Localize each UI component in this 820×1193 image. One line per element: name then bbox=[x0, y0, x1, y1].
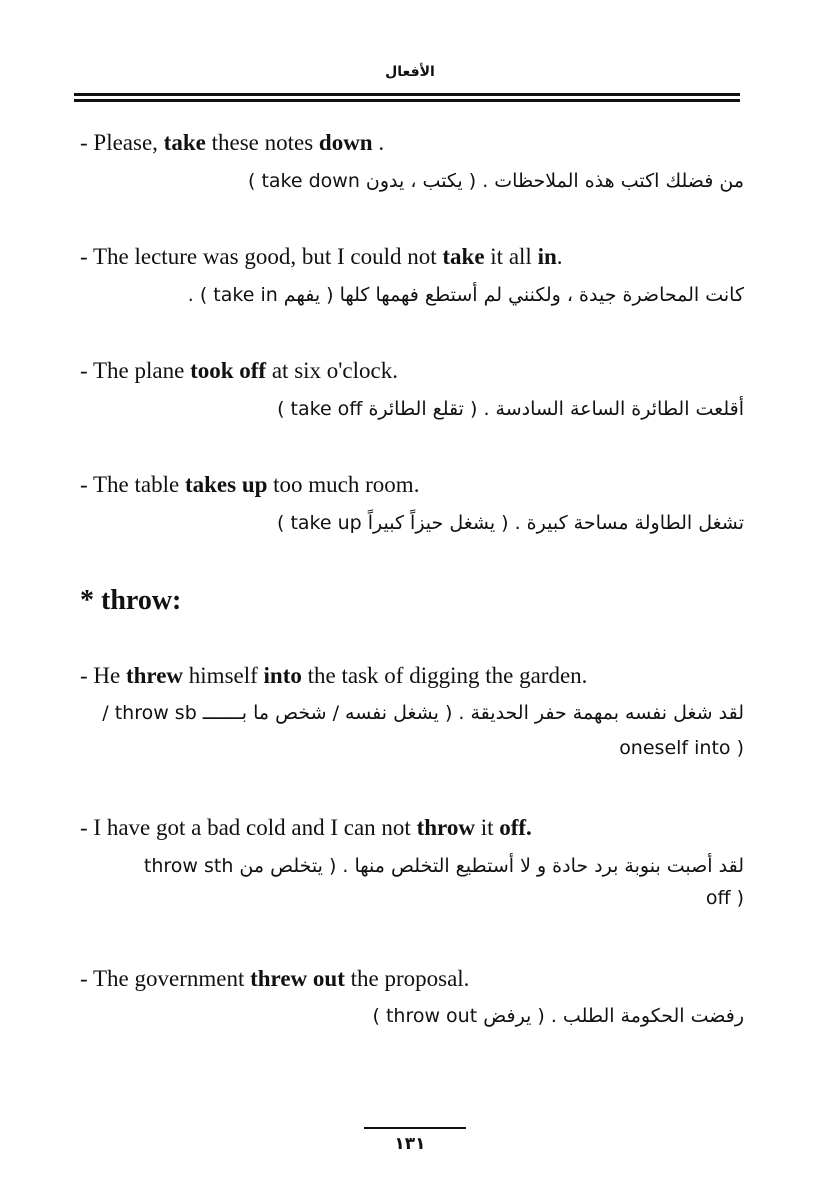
example-sentence: - Please, take these notes down . bbox=[80, 130, 385, 155]
example-sentence: - The lecture was good, but I could not take it all in. bbox=[80, 244, 563, 269]
example-sentence: - The plane took off at six o'clock. bbox=[80, 358, 398, 383]
arabic-translation: من فضلك اكتب هذه الملاحظات . ( يكتب ، يدون take down ) bbox=[248, 170, 744, 192]
header-rule-bottom bbox=[74, 99, 740, 102]
arabic-translation: كانت المحاضرة جيدة ، ولكنني لم أستطع فهمها كلها ( يفهم take in ) . bbox=[187, 284, 744, 306]
section-heading: * throw: bbox=[80, 585, 182, 616]
example-sentence: - I have got a bad cold and I can not throw it off. bbox=[80, 815, 532, 840]
page-number: ١٣١ bbox=[394, 1134, 426, 1154]
arabic-translation: أقلعت الطائرة الساعة السادسة . ( تقلع الطائرة take off ) bbox=[277, 398, 744, 420]
header-rule-top bbox=[74, 93, 740, 96]
running-header: الأفعال bbox=[385, 64, 435, 80]
arabic-translation-continued: off ) bbox=[705, 887, 744, 909]
example-sentence: - The table takes up too much room. bbox=[80, 472, 420, 497]
arabic-translation-continued: oneself into ) bbox=[619, 737, 744, 759]
example-sentence: - The government threw out the proposal. bbox=[80, 966, 470, 991]
example-sentence: - He threw himself into the task of digging the garden. bbox=[80, 663, 588, 688]
arabic-translation: رفضت الحكومة الطلب . ( يرفض throw out ) bbox=[372, 1005, 744, 1027]
arabic-translation: تشغل الطاولة مساحة كبيرة . ( يشغل حيزاً كبيراً take up ) bbox=[276, 512, 744, 534]
footer-rule bbox=[364, 1127, 466, 1129]
arabic-translation: لقد شغل نفسه بمهمة حفر الحديقة . ( يشغل نفسه / شخص ما بـــــــ throw sb / bbox=[102, 702, 744, 724]
arabic-translation: لقد أصبت بنوبة برد حادة و لا أستطيع التخلص منها . ( يتخلص من throw sth bbox=[143, 855, 744, 877]
